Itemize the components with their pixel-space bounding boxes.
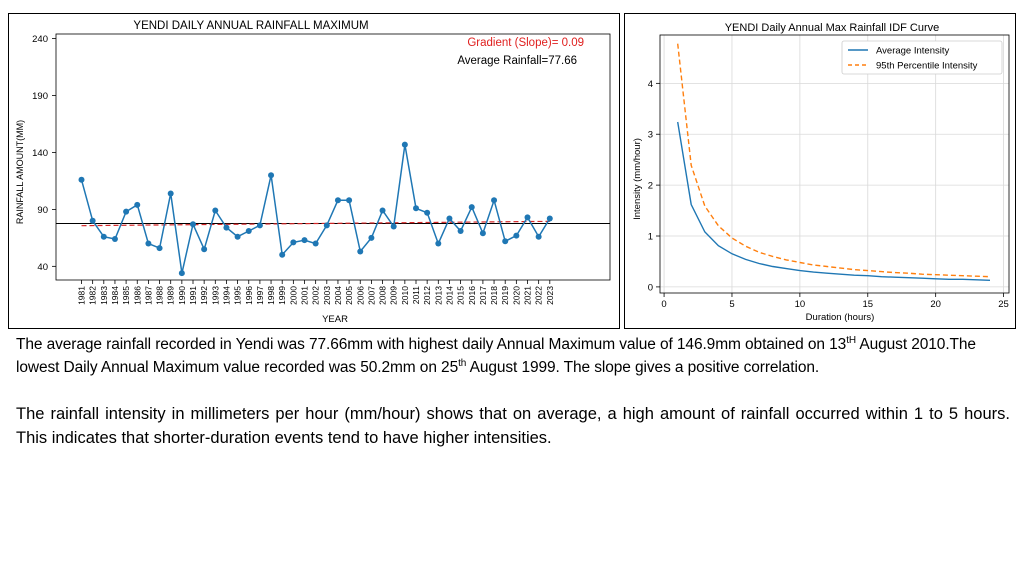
idf-curve-chart: [625, 14, 1017, 330]
rainfall-data-point: [380, 208, 386, 214]
rainfall-data-point: [90, 218, 96, 224]
left-x-tick-label: 2021: [522, 286, 533, 305]
superscript-th-1: tH: [846, 334, 857, 346]
left-y-tick-label: 90: [37, 204, 48, 216]
rainfall-data-point: [536, 234, 542, 240]
right-legend: [842, 41, 1002, 74]
right-y-tick-label: 0: [647, 282, 653, 294]
rainfall-data-point: [179, 270, 185, 276]
left-x-tick-label: 1994: [221, 286, 232, 305]
left-x-tick-label: 1988: [154, 286, 165, 305]
percentile-intensity-line: [678, 44, 990, 277]
left-x-tick-label: 1993: [210, 286, 221, 305]
rainfall-data-point: [157, 245, 163, 251]
rainfall-data-point: [223, 225, 229, 231]
left-x-tick-label: 2011: [411, 286, 421, 305]
rainfall-data-point: [134, 202, 140, 208]
left-x-tick-label: 1983: [98, 286, 109, 305]
rainfall-data-point: [424, 210, 430, 216]
summary-text-c: August 1999. The slope gives a positive correlation.: [466, 359, 820, 376]
rainfall-summary-paragraph: [16, 333, 1016, 379]
left-x-tick-label: 1981: [76, 286, 87, 305]
summary-text-b: August 2010.The lowest Daily Annual Maximum value recorded was 50.2mm on 25: [16, 336, 976, 376]
left-x-tick-label: 1992: [199, 286, 210, 305]
left-x-tick-label: 2001: [299, 286, 310, 305]
left-x-tick-label: 1985: [121, 286, 132, 305]
legend-label: 95th Percentile Intensity: [876, 60, 978, 72]
left-chart-title: YENDI DAILY ANNUAL RAINFALL MAXIMUM: [133, 20, 369, 32]
left-x-tick-label: 2010: [399, 286, 410, 305]
rainfall-data-point: [513, 233, 519, 239]
rainfall-data-point: [246, 228, 252, 234]
left-x-tick-label: 2004: [332, 286, 343, 305]
rainfall-data-point: [279, 252, 285, 258]
rainfall-data-point: [201, 246, 207, 252]
left-x-tick-label: 2020: [511, 286, 522, 305]
rainfall-data-point: [480, 230, 486, 236]
left-x-tick-label: 2018: [489, 286, 500, 305]
annual-rainfall-chart: [9, 14, 621, 330]
right-x-tick-label: 15: [862, 299, 874, 310]
rainfall-data-point: [547, 216, 553, 222]
superscript-th-2: th: [458, 357, 467, 369]
right-x-tick-label: 0: [661, 299, 667, 310]
rainfall-data-point: [101, 234, 107, 240]
rainfall-series-line: [82, 145, 550, 274]
left-y-tick-label: 140: [32, 147, 48, 159]
left-x-tick-label: 1995: [232, 286, 243, 305]
left-y-tick-label: 240: [32, 34, 48, 46]
rainfall-data-point: [368, 235, 374, 241]
rainfall-data-point: [212, 208, 218, 214]
rainfall-data-point: [79, 177, 85, 183]
average-intensity-line: [678, 122, 990, 280]
annual-rainfall-chart-panel: [8, 13, 620, 329]
intensity-paragraph: The rainfall intensity in millimeters per hour (mm/hour) shows that on average, a high amount of rainfall occurred within 1 to 5 hours. This indicates that shorter-duration events tend to have higher intensities.: [16, 405, 1010, 447]
rainfall-data-point: [435, 241, 441, 247]
left-x-tick-label: 2022: [533, 286, 544, 305]
rainfall-data-point: [458, 228, 464, 234]
left-x-tick-label: 1986: [132, 286, 143, 305]
left-x-tick-label: 1982: [87, 286, 98, 305]
rainfall-data-point: [525, 214, 531, 220]
left-x-tick-label: 1998: [266, 286, 277, 305]
left-x-tick-label: 1989: [165, 286, 176, 305]
right-x-tick-label: 5: [729, 299, 735, 310]
rainfall-data-point: [257, 222, 263, 228]
rainfall-data-point: [235, 234, 241, 240]
left-x-tick-label: 2015: [455, 286, 466, 305]
left-x-tick-label: 1999: [277, 286, 288, 305]
right-x-tick-label: 25: [998, 299, 1009, 310]
left-x-tick-label: 2009: [388, 286, 399, 305]
right-y-tick-label: 2: [647, 180, 653, 192]
left-x-tick-label: 2002: [310, 286, 321, 305]
left-x-tick-label: 1987: [143, 286, 154, 305]
rainfall-data-point: [413, 205, 419, 211]
idf-curve-chart-panel: [624, 13, 1016, 329]
right-x-axis-label: Duration (hours): [805, 312, 875, 323]
left-x-tick-label: 2013: [433, 286, 444, 305]
left-x-tick-label: 2000: [288, 286, 299, 305]
left-y-tick-label: 190: [32, 91, 48, 102]
rainfall-data-point: [469, 204, 475, 210]
left-x-tick-label: 2008: [377, 286, 388, 305]
rainfall-data-point: [502, 238, 508, 244]
average-annotation: Average Rainfall=77.66: [457, 55, 577, 67]
left-plot-frame: [56, 34, 610, 280]
rainfall-data-point: [268, 172, 274, 178]
rainfall-data-point: [168, 190, 174, 196]
rainfall-data-point: [446, 216, 452, 222]
left-x-tick-label: 1991: [188, 286, 198, 305]
right-x-tick-label: 20: [930, 299, 941, 310]
left-x-tick-label: 2023: [544, 286, 555, 305]
left-x-tick-label: 2019: [500, 286, 511, 305]
left-x-tick-label: 2014: [444, 286, 455, 305]
rainfall-data-point: [357, 249, 363, 255]
right-y-tick-label: 4: [647, 78, 653, 90]
rainfall-data-point: [324, 222, 330, 228]
rainfall-data-point: [391, 223, 397, 229]
left-x-tick-label: 2017: [477, 286, 488, 305]
right-y-tick-label: 1: [647, 231, 653, 243]
left-x-tick-label: 2012: [422, 286, 433, 305]
rainfall-data-point: [335, 197, 341, 203]
left-x-tick-label: 1996: [243, 286, 254, 305]
rainfall-data-point: [313, 241, 319, 247]
left-x-tick-label: 2006: [355, 286, 366, 305]
rainfall-data-point: [123, 209, 129, 215]
left-x-tick-label: 1990: [176, 286, 187, 305]
left-y-tick-label: 40: [37, 261, 48, 273]
rainfall-data-point: [302, 237, 308, 243]
legend-label: Average Intensity: [876, 45, 950, 57]
gradient-annotation: Gradient (Slope)= 0.09: [467, 37, 584, 49]
rainfall-data-point: [491, 197, 497, 203]
rainfall-data-point: [112, 236, 118, 242]
left-y-axis-label: RAINFALL AMOUNT(MM): [15, 119, 25, 225]
right-chart-title: YENDI Daily Annual Max Rainfall IDF Curve: [724, 22, 940, 34]
left-x-tick-label: 2007: [366, 286, 377, 305]
left-x-tick-label: 1984: [109, 286, 120, 305]
right-y-tick-label: 3: [647, 129, 653, 141]
left-x-tick-label: 2016: [466, 286, 477, 305]
left-x-tick-label: 1997: [254, 286, 265, 305]
right-x-tick-label: 10: [794, 299, 806, 310]
rainfall-data-point: [346, 197, 352, 203]
rainfall-data-point: [145, 241, 151, 247]
left-x-tick-label: 2003: [321, 286, 332, 305]
rainfall-data-point: [190, 221, 196, 227]
right-y-axis-label: Intensity (mm/hour): [632, 138, 643, 220]
left-x-axis-label: YEAR: [322, 314, 348, 325]
summary-text-a: The average rainfall recorded in Yendi was 77.66mm with highest daily Annual Maximum value of 146.9mm obtained on 13: [16, 336, 847, 353]
left-x-tick-label: 2005: [344, 286, 355, 305]
rainfall-data-point: [402, 142, 408, 148]
rainfall-data-point: [290, 239, 296, 245]
